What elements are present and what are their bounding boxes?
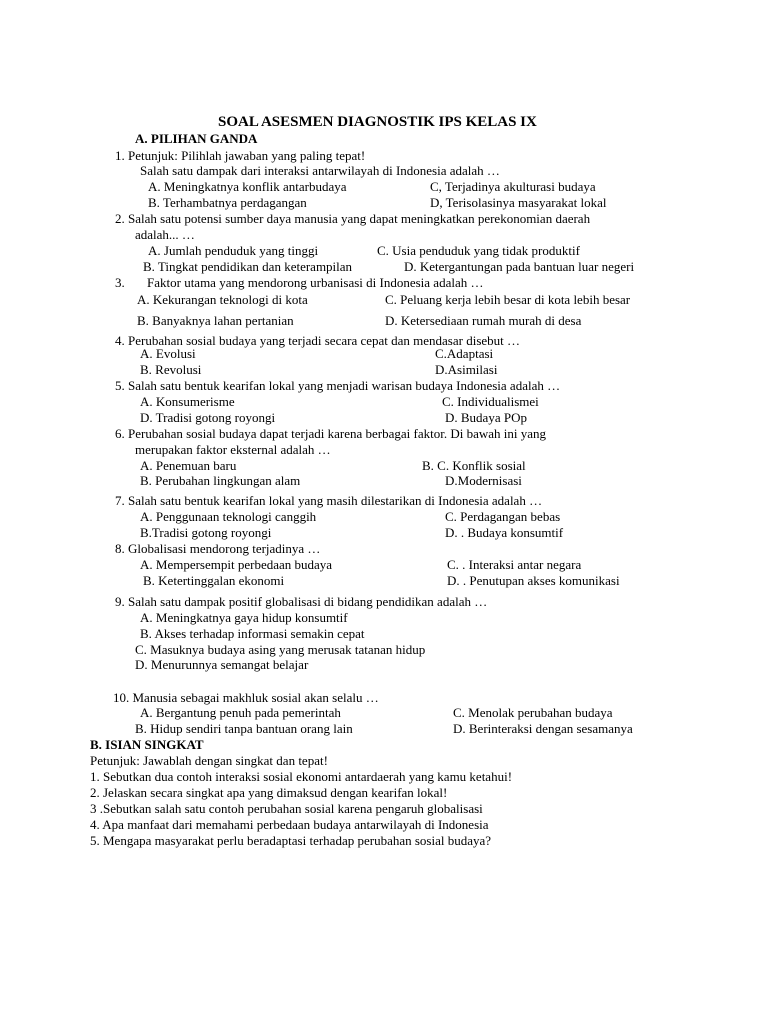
q7-option-c: C. Perdagangan bebas — [445, 509, 561, 524]
q10-option-d: D. Berinteraksi dengan sesamanya — [453, 721, 633, 736]
q5-option-a: A. Konsumerisme — [140, 394, 235, 409]
q3-number: 3. — [115, 275, 125, 290]
q7-question: 7. Salah satu bentuk kearifan lokal yang masih dilestarikan di Indonesia adalah … — [115, 493, 543, 508]
q6-option-d: D.Modernisasi — [445, 473, 522, 488]
q2-option-d: D. Ketergantungan pada bantuan luar negeri — [404, 259, 635, 274]
q6-question: 6. Perubahan sosial budaya dapat terjadi karena berbagai faktor. Di bawah ini yang — [115, 426, 547, 441]
q1-question: Salah satu dampak dari interaksi antarwilayah di Indonesia adalah … — [140, 163, 500, 178]
q10-option-a: A. Bergantung penuh pada pemerintah — [140, 705, 341, 720]
q9-option-d: D. Menurunnya semangat belajar — [135, 657, 309, 672]
section-b-heading: B. ISIAN SINGKAT — [90, 737, 204, 752]
q5-question: 5. Salah satu bentuk kearifan lokal yang menjadi warisan budaya Indonesia adalah … — [115, 378, 561, 393]
q9-option-b: B. Akses terhadap informasi semakin cepat — [140, 626, 365, 641]
q4-option-d: D.Asimilasi — [435, 362, 498, 377]
q2-option-a: A. Jumlah penduduk yang tinggi — [148, 243, 319, 258]
document-title: SOAL ASESMEN DIAGNOSTIK IPS KELAS IX — [218, 114, 537, 130]
q4-option-c: C.Adaptasi — [435, 346, 494, 361]
q5-option-d: D. Budaya POp — [445, 410, 527, 425]
q3-question: Faktor utama yang mendorong urbanisasi di Indonesia adalah … — [147, 275, 484, 290]
q8-option-b: B. Ketertinggalan ekonomi — [143, 573, 285, 588]
essay-item-1: 1. Sebutkan dua contoh interaksi sosial ekonomi antardaerah yang kamu ketahui! — [90, 769, 513, 784]
q6-question-cont: merupakan faktor eksternal adalah … — [135, 442, 331, 457]
q10-option-c: C. Menolak perubahan budaya — [453, 705, 613, 720]
q4-option-a: A. Evolusi — [140, 346, 196, 361]
q2-option-c: C. Usia penduduk yang tidak produktif — [377, 243, 580, 258]
q6-option-a: A. Penemuan baru — [140, 458, 237, 473]
q8-option-a: A. Mempersempit perbedaan budaya — [140, 557, 333, 572]
q2-question: 2. Salah satu potensi sumber daya manusia yang dapat meningkatkan perekonomian daerah — [115, 211, 591, 226]
q4-option-b: B. Revolusi — [140, 362, 202, 377]
q8-option-d: D. . Penutupan akses komunikasi — [447, 573, 620, 588]
q1-option-d: D, Terisolasinya masyarakat lokal — [430, 195, 607, 210]
q1-option-a: A. Meningkatnya konflik antarbudaya — [148, 179, 347, 194]
essay-item-4: 4. Apa manfaat dari memahami perbedaan budaya antarwilayah di Indonesia — [90, 817, 489, 832]
q10-option-b: B. Hidup sendiri tanpa bantuan orang lain — [135, 721, 353, 736]
q7-option-d: D. . Budaya konsumtif — [445, 525, 564, 540]
essay-instruction: Petunjuk: Jawablah dengan singkat dan tepat! — [90, 753, 328, 768]
q10-question: 10. Manusia sebagai makhluk sosial akan selalu … — [113, 690, 379, 705]
section-a-heading: A. PILIHAN GANDA — [135, 131, 258, 146]
q7-option-b: B.Tradisi gotong royongi — [140, 525, 272, 540]
q3-option-c: C. Peluang kerja lebih besar di kota lebih besar — [385, 292, 631, 307]
q6-option-b: B. Perubahan lingkungan alam — [140, 473, 301, 488]
q6-option-c: B. C. Konflik sosial — [422, 458, 526, 473]
q2-option-b: B. Tingkat pendidikan dan keterampilan — [143, 259, 353, 274]
q5-option-b: D. Tradisi gotong royongi — [140, 410, 276, 425]
q2-question-cont: adalah... … — [135, 227, 195, 242]
q3-option-b: B. Banyaknya lahan pertanian — [137, 313, 294, 328]
q3-option-d: D. Ketersediaan rumah murah di desa — [385, 313, 582, 328]
essay-item-5: 5. Mengapa masyarakat perlu beradaptasi terhadap perubahan sosial budaya? — [90, 833, 492, 848]
essay-item-3: 3 .Sebutkan salah satu contoh perubahan sosial karena pengaruh globalisasi — [90, 801, 483, 816]
q1-option-b: B. Terhambatnya perdagangan — [148, 195, 307, 210]
q1-instruction: 1. Petunjuk: Pilihlah jawaban yang paling tepat! — [115, 148, 366, 163]
essay-item-2: 2. Jelaskan secara singkat apa yang dimaksud dengan kearifan lokal! — [90, 785, 448, 800]
q8-question: 8. Globalisasi mendorong terjadinya … — [115, 541, 321, 556]
q8-option-c: C. . Interaksi antar negara — [447, 557, 582, 572]
q4-question: 4. Perubahan sosial budaya yang terjadi secara cepat dan mendasar disebut … — [115, 333, 521, 348]
q3-option-a: A. Kekurangan teknologi di kota — [137, 292, 308, 307]
q9-option-a: A. Meningkatnya gaya hidup konsumtif — [140, 610, 348, 625]
q7-option-a: A. Penggunaan teknologi canggih — [140, 509, 317, 524]
q9-option-c: C. Masuknya budaya asing yang merusak tatanan hidup — [135, 642, 426, 657]
q9-question: 9. Salah satu dampak positif globalisasi di bidang pendidikan adalah … — [115, 594, 488, 609]
q5-option-c: C. Individualismei — [442, 394, 539, 409]
q1-option-c: C, Terjadinya akulturasi budaya — [430, 179, 596, 194]
